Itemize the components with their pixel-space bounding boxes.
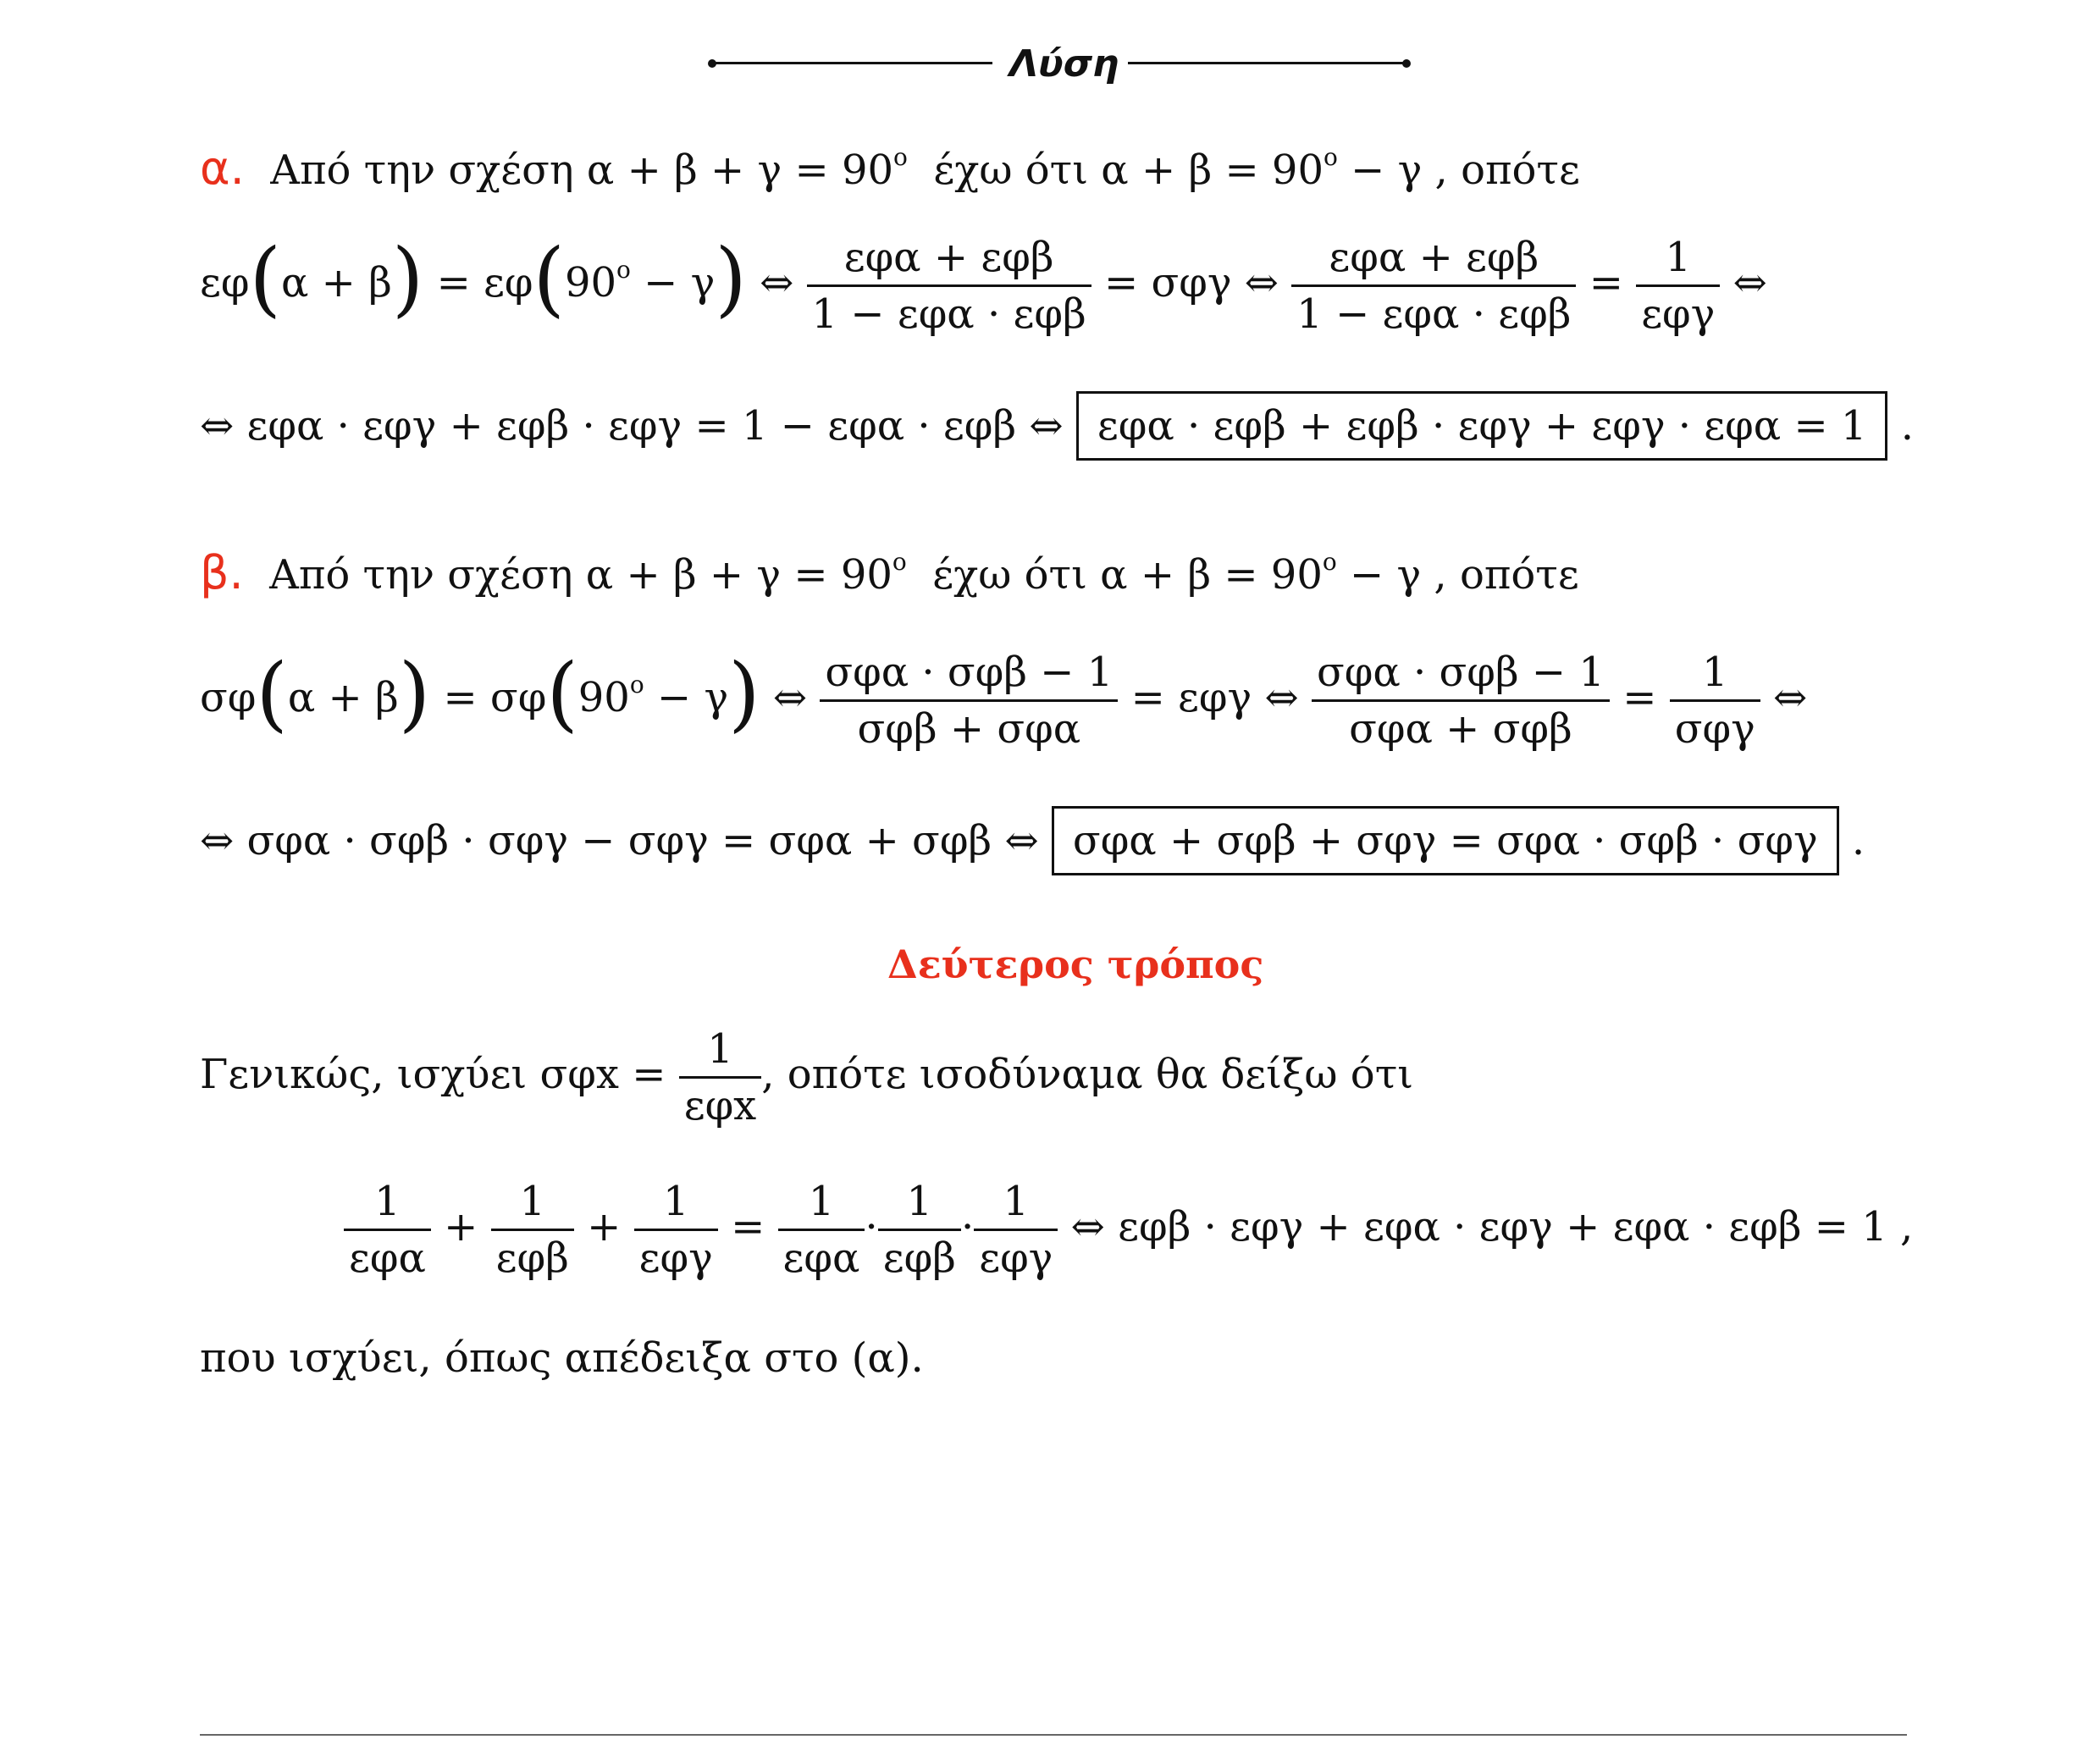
header-right-rule <box>1128 62 1407 64</box>
part-b-label: β. <box>200 546 244 599</box>
fraction-denominator: εφγ <box>974 1229 1058 1278</box>
fraction-numerator: 1 <box>374 1178 401 1225</box>
plus-sign: + <box>444 1203 478 1251</box>
product-fraction-b <box>878 1178 961 1282</box>
part-b-l3-end: . <box>1851 817 1865 864</box>
second-way-intro-fraction <box>679 1025 762 1129</box>
fraction-denominator: σφβ + σφα <box>820 699 1118 749</box>
part-b-l2-left: σφ <box>200 674 257 721</box>
fraction-denominator: εφγ <box>1636 284 1720 334</box>
fraction-denominator: 1 − εφα · εφβ <box>807 284 1091 334</box>
fraction-numerator: 1 <box>707 1025 733 1073</box>
second-way-conclusion: που ισχύει, όπως απέδειξα στο (α). <box>200 1334 924 1382</box>
part-b-intro-sup2: ο <box>1322 548 1337 576</box>
part-b-boxed-result: σφα + σφβ + σφγ = σφα · σφβ · σφγ <box>1052 806 1839 875</box>
part-b-result-line <box>200 806 1865 875</box>
part-a-intro-text: Από την σχέση α + β + γ = 90 <box>270 146 894 194</box>
paren-open: ( <box>533 231 565 326</box>
paren-open: ( <box>249 231 281 326</box>
paren-close: ) <box>391 231 424 326</box>
fraction-numerator: εφα + εφβ <box>843 234 1054 281</box>
fraction-denominator: εφβ <box>878 1229 961 1278</box>
part-a-l2-mid: = σφγ ⇔ <box>1103 259 1279 306</box>
fraction-denominator: εφα <box>778 1229 865 1278</box>
dot-operator: · <box>960 1203 975 1251</box>
part-b-intro-mid: έχω ότι α + β = 90 <box>932 551 1323 599</box>
fraction-denominator: εφγ <box>634 1229 718 1278</box>
dot-operator: · <box>865 1203 878 1251</box>
part-a-intro-sup: ο <box>893 143 908 171</box>
part-a-l2-eq2: = <box>1589 259 1623 306</box>
part-a-l3-end: . <box>1900 402 1914 450</box>
part-a-l2-paren2b: − γ <box>644 259 716 306</box>
recip-fraction-a <box>344 1178 431 1282</box>
paren-open: ( <box>256 646 288 741</box>
part-a-fraction-1 <box>807 234 1091 338</box>
part-a-l3-text: ⇔ εφα · εφγ + εφβ · εφγ = 1 − εφα · εφβ ⇔ <box>200 402 1064 450</box>
part-b-intro <box>200 546 1579 599</box>
part-b-l2-eq2: = <box>1622 674 1657 721</box>
fraction-denominator: εφβ <box>491 1229 574 1278</box>
part-b-equation-line <box>200 646 1808 753</box>
fraction-numerator: σφα · σφβ − 1 <box>1316 649 1605 696</box>
fraction-numerator: 1 <box>519 1178 546 1225</box>
part-b-l2-end: ⇔ <box>1773 674 1808 721</box>
part-a-intro-sup2: ο <box>1324 143 1338 171</box>
part-a-intro <box>200 141 1580 195</box>
part-b-fraction-2 <box>1312 649 1610 753</box>
fraction-denominator: σφγ <box>1670 699 1760 749</box>
fraction-denominator: εφα <box>344 1229 431 1278</box>
part-a-boxed-result: εφα · εφβ + εφβ · εφγ + εφγ · εφα = 1 <box>1076 391 1888 461</box>
part-a-l2-eq: = εφ <box>436 259 533 306</box>
header-title: Λύση <box>1009 42 1119 86</box>
second-way-intro <box>200 1025 1414 1129</box>
part-a-l2-left: εφ <box>200 259 250 306</box>
fraction-numerator: 1 <box>1665 234 1692 281</box>
fraction-numerator: 1 <box>808 1178 835 1225</box>
fraction-numerator: 1 <box>906 1178 933 1225</box>
fraction-numerator: 1 <box>662 1178 689 1225</box>
product-fraction-c <box>974 1178 1058 1282</box>
fraction-denominator: εφx <box>679 1076 762 1126</box>
fraction-denominator: 1 − εφα · εφβ <box>1291 284 1576 334</box>
part-b-l2-paren: α + β <box>287 674 399 721</box>
part-a-l2-end: ⇔ <box>1732 259 1767 306</box>
part-b-intro-text: Από την σχέση α + β + γ = 90 <box>269 551 892 599</box>
fraction-denominator: σφα + σφβ <box>1312 699 1610 749</box>
second-way-intro-a: Γενικώς, ισχύει σφx = <box>200 1051 666 1098</box>
recip-fraction-b <box>491 1178 574 1282</box>
fraction-numerator: 1 <box>1701 649 1728 696</box>
part-a-label: α. <box>200 141 245 195</box>
paren-close: ) <box>398 646 431 741</box>
part-b-intro-sup: ο <box>892 548 907 576</box>
part-a-fraction-3 <box>1636 234 1720 338</box>
footer-rule <box>200 1734 1907 1736</box>
header-right-dot <box>1402 59 1411 68</box>
paren-close: ) <box>715 231 747 326</box>
part-a-result-line <box>200 391 1914 461</box>
equals-sign: = <box>731 1203 765 1251</box>
fraction-numerator: σφα · σφβ − 1 <box>825 649 1114 696</box>
part-a-l2-paren: α + β <box>280 259 392 306</box>
part-b-fraction-3 <box>1670 649 1760 753</box>
part-a-fraction-2 <box>1291 234 1576 338</box>
fraction-numerator: 1 <box>1003 1178 1030 1225</box>
part-a-intro-end: − γ , οπότε <box>1351 146 1580 194</box>
part-b-l2-eq: = σφ <box>443 674 547 721</box>
header-left-rule <box>713 62 992 64</box>
recip-fraction-c <box>634 1178 718 1282</box>
second-way-intro-b: , οπότε ισοδύναμα θα δείξω ότι <box>761 1051 1414 1098</box>
part-b-l2-paren2a: 90 <box>578 674 630 721</box>
part-a-l2-paren2-sup: ο <box>616 256 631 284</box>
second-way-equation <box>344 1178 1914 1282</box>
plus-sign: + <box>587 1203 622 1251</box>
product-fraction-a <box>778 1178 865 1282</box>
part-a-intro-mid: έχω ότι α + β = 90 <box>933 146 1324 194</box>
part-b-l2-paren2b: − γ <box>656 674 729 721</box>
second-way-heading: Δεύτερος τρόπος <box>887 942 1264 987</box>
part-b-intro-end: − γ , οπότε <box>1350 551 1579 599</box>
part-a-l2-iff: ⇔ <box>760 259 794 306</box>
part-b-fraction-1 <box>820 649 1118 753</box>
part-b-l2-iff: ⇔ <box>772 674 808 721</box>
part-b-l2-mid: = εφγ ⇔ <box>1130 674 1299 721</box>
part-b-l3-text: ⇔ σφα · σφβ · σφγ − σφγ = σφα + σφβ ⇔ <box>200 817 1039 864</box>
fraction-numerator: εφα + εφβ <box>1329 234 1539 281</box>
part-a-equation-line <box>200 231 1767 338</box>
second-way-eq-tail: ⇔ εφβ · εφγ + εφα · εφγ + εφα · εφβ = 1 , <box>1070 1203 1914 1251</box>
paren-open: ( <box>546 646 578 741</box>
part-a-l2-paren2a: 90 <box>564 259 617 306</box>
part-b-l2-paren2-sup: ο <box>629 671 644 699</box>
paren-close: ) <box>728 646 760 741</box>
